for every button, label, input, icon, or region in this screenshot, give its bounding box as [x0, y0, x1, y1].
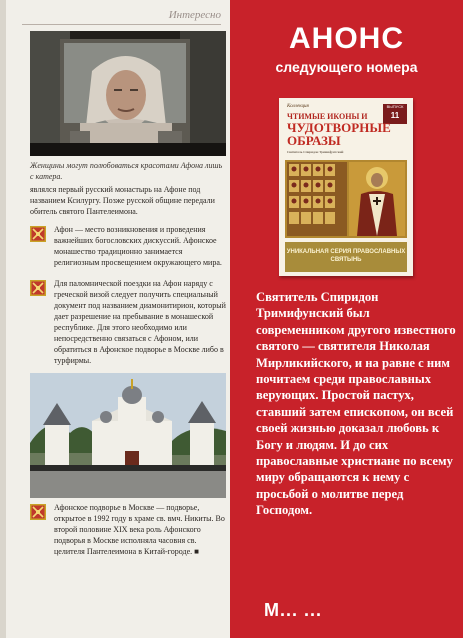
magazine-cover [279, 98, 413, 276]
cut-off-heading [264, 596, 434, 636]
cover-title-line1: ЧТИМЫЕ ИКОНЫ И [287, 112, 368, 121]
cover-title-line2: ЧУДОТВОРНЫЕ [287, 120, 391, 135]
ornament-icon [30, 226, 46, 242]
note-box [30, 224, 226, 268]
note-box [30, 278, 226, 368]
photo-woman-on-boat [30, 31, 226, 156]
page-edge [0, 0, 6, 638]
photo-woman-illustration [30, 31, 226, 156]
anons-title: АНОНС [289, 22, 404, 55]
photo-caption: Женщины могут полюбоваться красотами Афона лишь с катера. [30, 161, 223, 181]
cover-issue-number: 11 [390, 111, 400, 120]
ornament-icon [30, 280, 46, 296]
anons-subtitle: следующего номера [275, 59, 418, 75]
section-label: Интересно [168, 9, 221, 21]
note-text: Афон — место возникновения и проведения важнейших богословских дискуссий. Афонское монашество традиционно занимается религиозным просвещением окружающего мира. [54, 225, 222, 267]
church-illustration [30, 373, 226, 498]
icon-painting-illustration [285, 160, 407, 238]
photo-athos-podvorye-church [30, 373, 226, 498]
cover-kicker: Коллекция [287, 104, 309, 109]
section-rule [22, 24, 221, 25]
cover-subtitle: Святитель Спиридон Тримифунтский [287, 150, 344, 154]
cut-off-text: М... ... [264, 600, 323, 620]
cover-issue-label: ВЫПУСК [386, 104, 404, 109]
note-text: Афонское подворье в Москве — подворье, открытое в 1992 году в храме св. вмч. Никиты. Во второй половине XIX века роль Афонского подворья в Москве исполняла часовня св. целителя Пантелеимона в Китай-городе. ■ [54, 503, 225, 556]
left-column [22, 0, 226, 638]
anons-panel [230, 0, 463, 638]
body-paragraph: являлся первый русский монастырь на Афоне под названием Ксилургу. Позже русской общине передали обитель святого Пантелеимона. [30, 185, 215, 216]
ornament-icon [30, 504, 46, 520]
note-box [30, 502, 226, 558]
cover-title [287, 112, 391, 148]
note-text: Для паломнической поездки на Афон наряду с греческой визой следует получить специальный документ под названием диамонитирион, который дает разрешение на пребывание в монашеской республике. Для этого необходимо или непосредственно связаться с Афоном, или обратиться в Афонское подворье в Москве либо в турфирмы. [54, 279, 226, 365]
cover-band: УНИКАЛЬНАЯ СЕРИЯ ПРАВОСЛАВНЫХ СВЯТЫНЬ [285, 242, 407, 272]
announcement-text: Святитель Спиридон Тримифунский был современником другого известного святого — святителя Николая Мирликийского, и на равне с ним почитаем среди православных верующих. Простой пастух, ставший затем епископом, он всей своей жизнью доказал любовь к Богу и людям. И до сих православные христиане по всему миру обращаются к нему с просьбой о молитве перед Господом. [256, 290, 456, 518]
cover-title-line3: ОБРАЗЫ [287, 133, 341, 148]
